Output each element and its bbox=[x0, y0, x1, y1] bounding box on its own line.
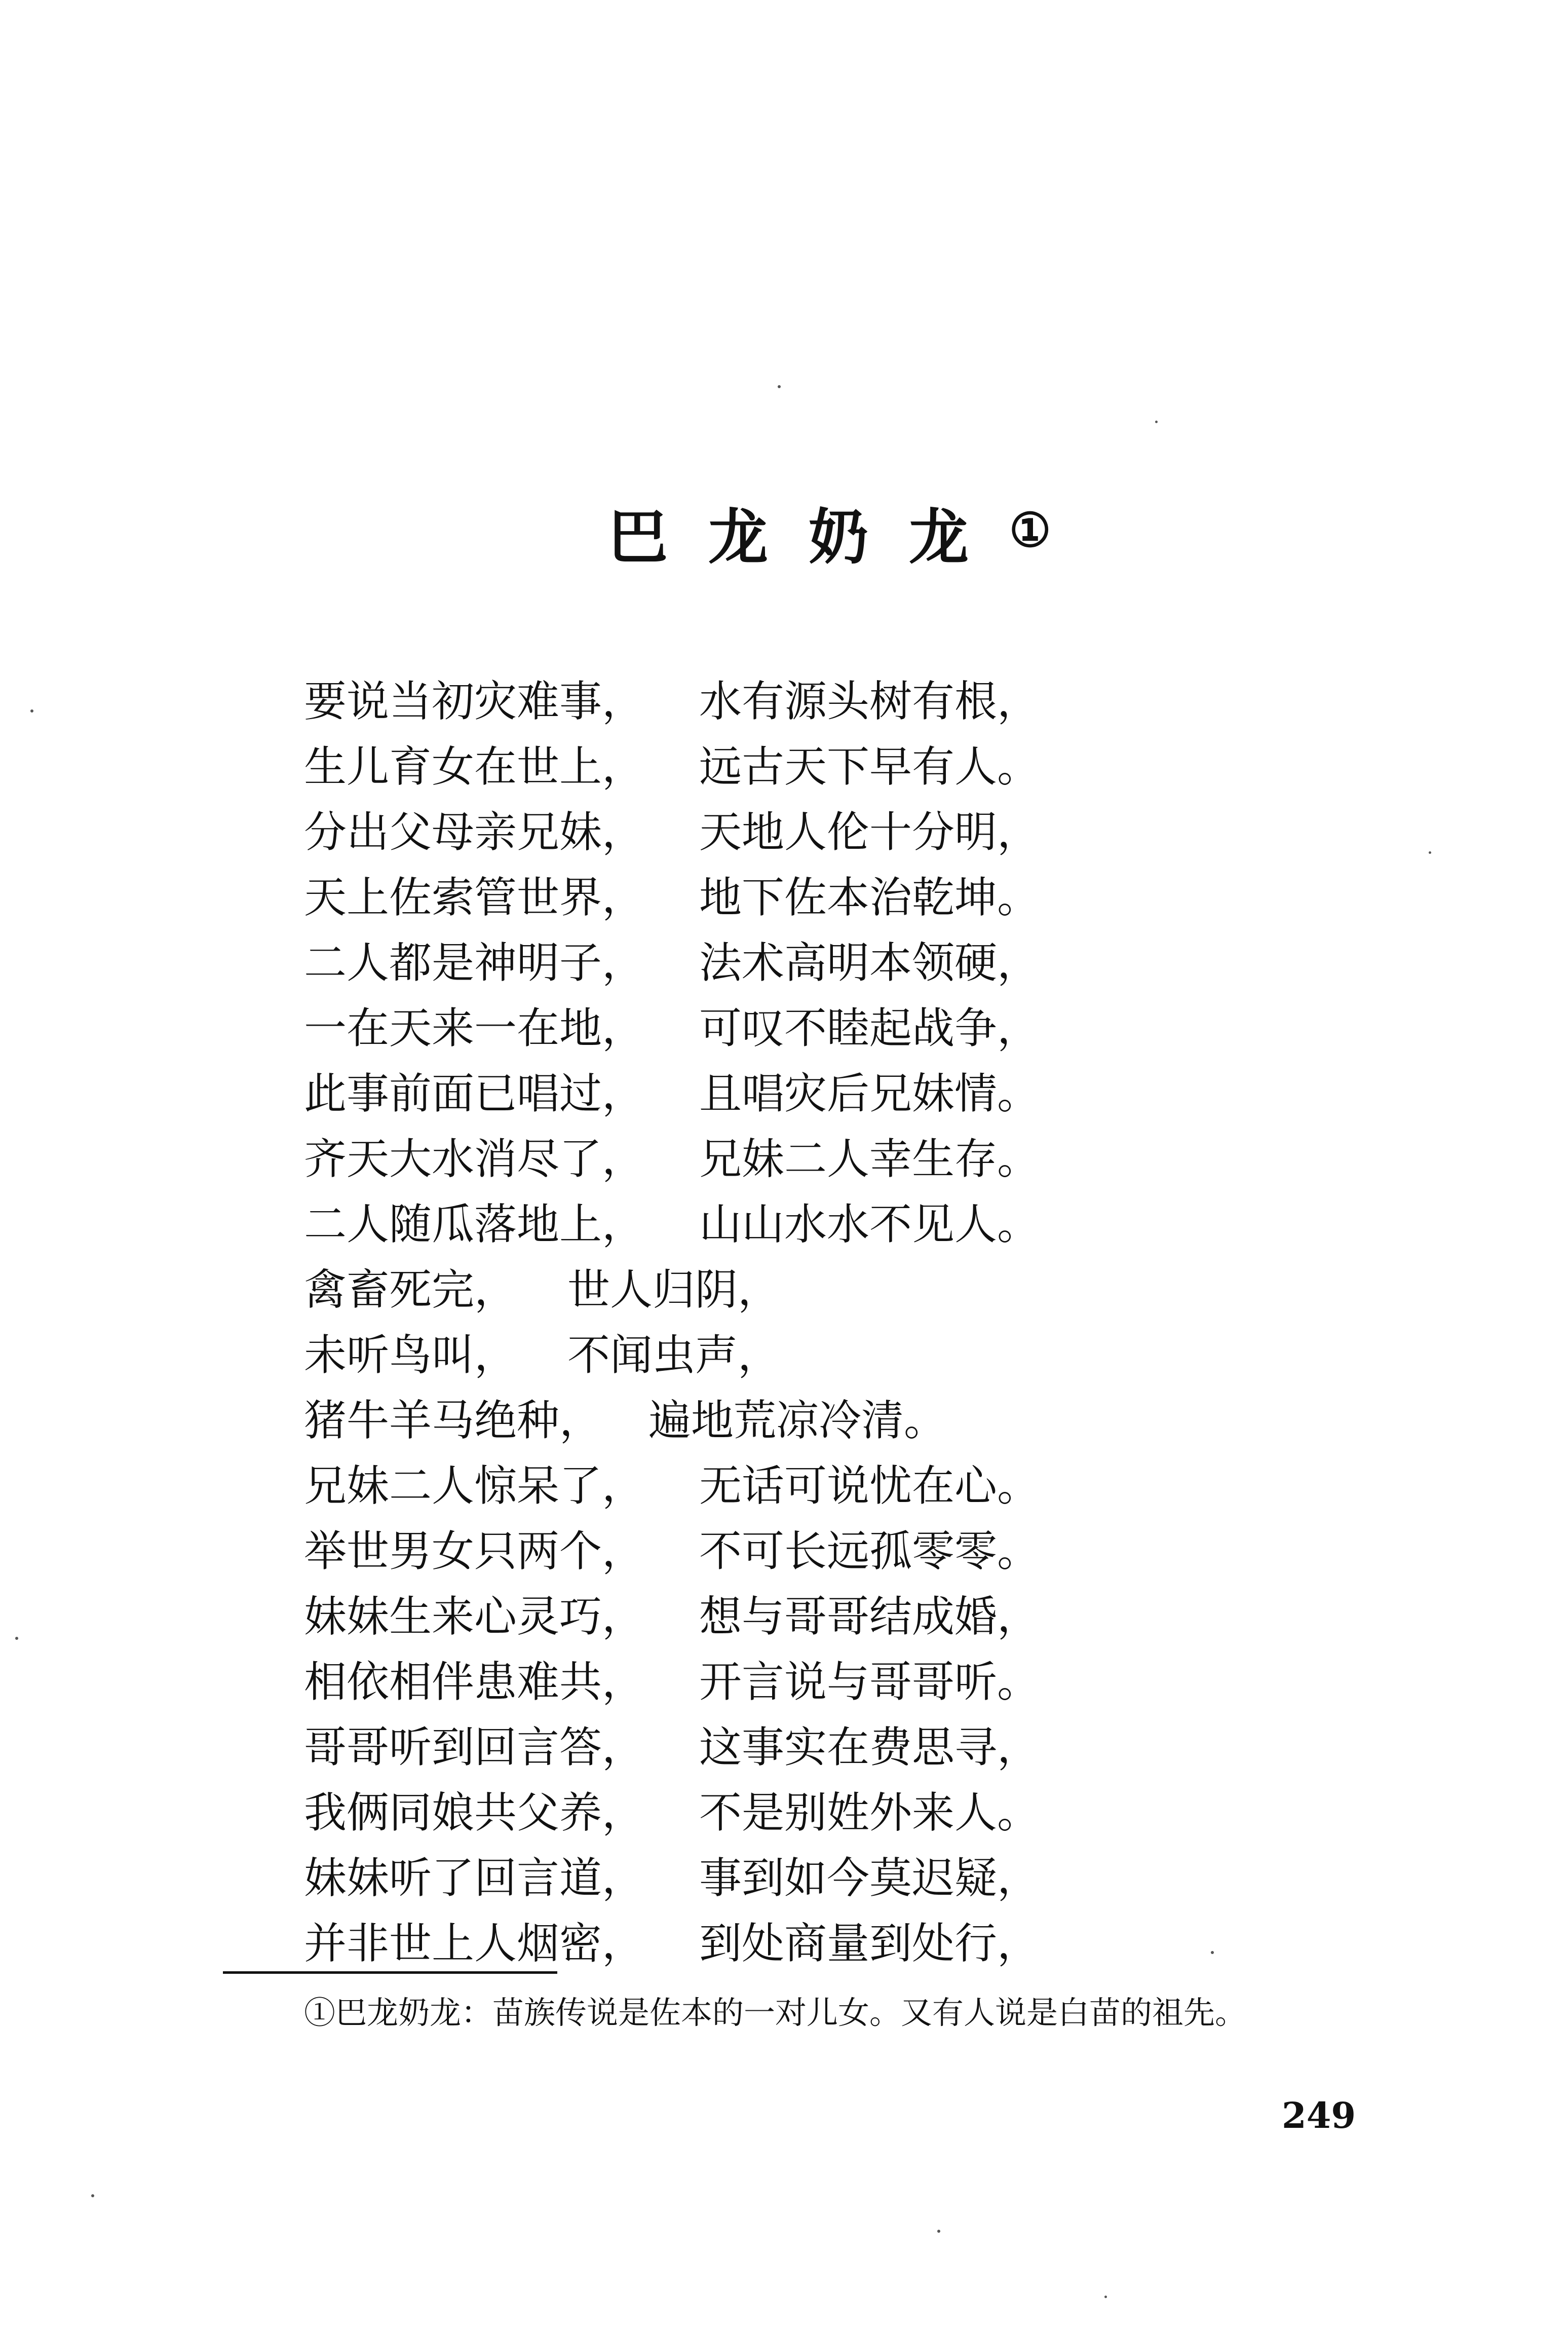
poem-line-first-half: 并非世上人烟密， bbox=[304, 1919, 645, 1968]
footnote-divider bbox=[223, 1971, 557, 1974]
poem-line-second-half: 无话可说忧在心。 bbox=[699, 1461, 1040, 1511]
poem-line-first-half: 此事前面已唱过， bbox=[304, 1069, 645, 1118]
poem-line-first-half: 相依相伴患难共， bbox=[304, 1657, 645, 1707]
poem-line-first-half: 举世男女只两个， bbox=[304, 1526, 645, 1576]
poem-line bbox=[304, 1257, 1317, 1323]
poem-line-first-half: 天上佐索管世界， bbox=[304, 873, 645, 922]
poem-line bbox=[304, 1780, 1317, 1846]
scan-speck bbox=[1211, 1951, 1214, 1954]
poem-line bbox=[304, 1715, 1317, 1780]
poem-line bbox=[304, 1911, 1317, 1976]
poem-line-second-half: 天地人伦十分明， bbox=[699, 807, 1040, 857]
poem-line-second-half: 法术高明本领硬， bbox=[699, 938, 1040, 988]
poem-line bbox=[304, 734, 1317, 800]
poem-line-second-half: 开言说与哥哥听。 bbox=[699, 1657, 1040, 1707]
poem-line bbox=[304, 1127, 1317, 1192]
footnote: ①巴龙奶龙：苗族传说是佐本的一对儿女。又有人说是白苗的祖先。 bbox=[304, 1994, 1247, 2031]
poem-line-second-half: 不可长远孤零零。 bbox=[699, 1526, 1040, 1576]
scan-speck bbox=[15, 1637, 18, 1640]
poem-line bbox=[304, 1061, 1317, 1127]
poem-line-first-half: 分出父母亲兄妹， bbox=[304, 807, 645, 857]
poem-line-first-half: 妹妹生来心灵巧， bbox=[304, 1592, 645, 1641]
page-number: 249 bbox=[1282, 2094, 1356, 2136]
poem-line-second-half: 不闻虫声， bbox=[567, 1330, 781, 1380]
poem-line-second-half: 遍地荒凉冷清。 bbox=[648, 1396, 947, 1445]
scan-speck bbox=[1429, 851, 1431, 854]
poem-line bbox=[304, 1388, 1317, 1453]
title-note-marker: ① bbox=[1009, 503, 1051, 557]
poem-line-second-half: 这事实在费思寻， bbox=[699, 1722, 1040, 1772]
poem-line bbox=[304, 1192, 1317, 1257]
poem-line-second-half: 地下佐本治乾坤。 bbox=[699, 873, 1040, 922]
poem-line bbox=[304, 1846, 1317, 1911]
poem-line-second-half: 事到如今莫迟疑， bbox=[699, 1853, 1040, 1903]
poem-line bbox=[304, 996, 1317, 1061]
poem-line bbox=[304, 1323, 1317, 1388]
poem-line bbox=[304, 1519, 1317, 1584]
poem-line-first-half: 猪牛羊马绝种， bbox=[304, 1396, 602, 1445]
poem-line bbox=[304, 930, 1317, 996]
scan-speck bbox=[1104, 2296, 1107, 2298]
poem-line-second-half: 可叹不睦起战争， bbox=[699, 1003, 1040, 1053]
poem-line bbox=[304, 865, 1317, 930]
scan-speck bbox=[91, 2194, 94, 2197]
poem-line bbox=[304, 1649, 1317, 1715]
poem-line-first-half: 生儿育女在世上， bbox=[304, 742, 645, 792]
poem-line-first-half: 哥哥听到回言答， bbox=[304, 1722, 645, 1772]
poem-line-first-half: 二人都是神明子， bbox=[304, 938, 645, 988]
poem-line-second-half: 远古天下早有人。 bbox=[699, 742, 1040, 792]
poem-line-second-half: 山山水水不见人。 bbox=[699, 1199, 1040, 1249]
poem-line-first-half: 我俩同娘共父养， bbox=[304, 1788, 645, 1837]
poem-line-second-half: 不是别姓外来人。 bbox=[699, 1788, 1040, 1837]
scan-speck bbox=[778, 385, 781, 388]
poem-line-second-half: 想与哥哥结成婚， bbox=[699, 1592, 1040, 1641]
poem-line-first-half: 二人随瓜落地上， bbox=[304, 1199, 645, 1249]
poem-line bbox=[304, 669, 1317, 734]
poem-line-second-half: 世人归阴， bbox=[567, 1265, 781, 1315]
scan-speck bbox=[937, 2230, 940, 2233]
poem-line-second-half: 兄妹二人幸生存。 bbox=[699, 1134, 1040, 1184]
poem-line-second-half: 且唱灾后兄妹情。 bbox=[699, 1069, 1040, 1118]
poem-line-first-half: 禽畜死完， bbox=[304, 1265, 517, 1315]
poem-line-first-half: 未听鸟叫， bbox=[304, 1330, 517, 1380]
title-text: 巴龙奶龙 bbox=[608, 502, 1010, 572]
poem-body bbox=[304, 669, 1317, 1976]
poem-line-second-half: 到处商量到处行， bbox=[699, 1919, 1040, 1968]
poem-line bbox=[304, 1584, 1317, 1649]
poem-line-first-half: 一在天来一在地， bbox=[304, 1003, 645, 1053]
page-title bbox=[608, 502, 1051, 572]
poem-line bbox=[304, 1453, 1317, 1519]
poem-line bbox=[304, 800, 1317, 865]
poem-line-first-half: 齐天大水消尽了， bbox=[304, 1134, 645, 1184]
scan-speck bbox=[1155, 421, 1158, 423]
poem-line-second-half: 水有源头树有根， bbox=[699, 677, 1040, 726]
poem-line-first-half: 妹妹听了回言道， bbox=[304, 1853, 645, 1903]
poem-line-first-half: 要说当初灾难事， bbox=[304, 677, 645, 726]
scan-speck bbox=[30, 709, 33, 712]
poem-line-first-half: 兄妹二人惊呆了， bbox=[304, 1461, 645, 1511]
